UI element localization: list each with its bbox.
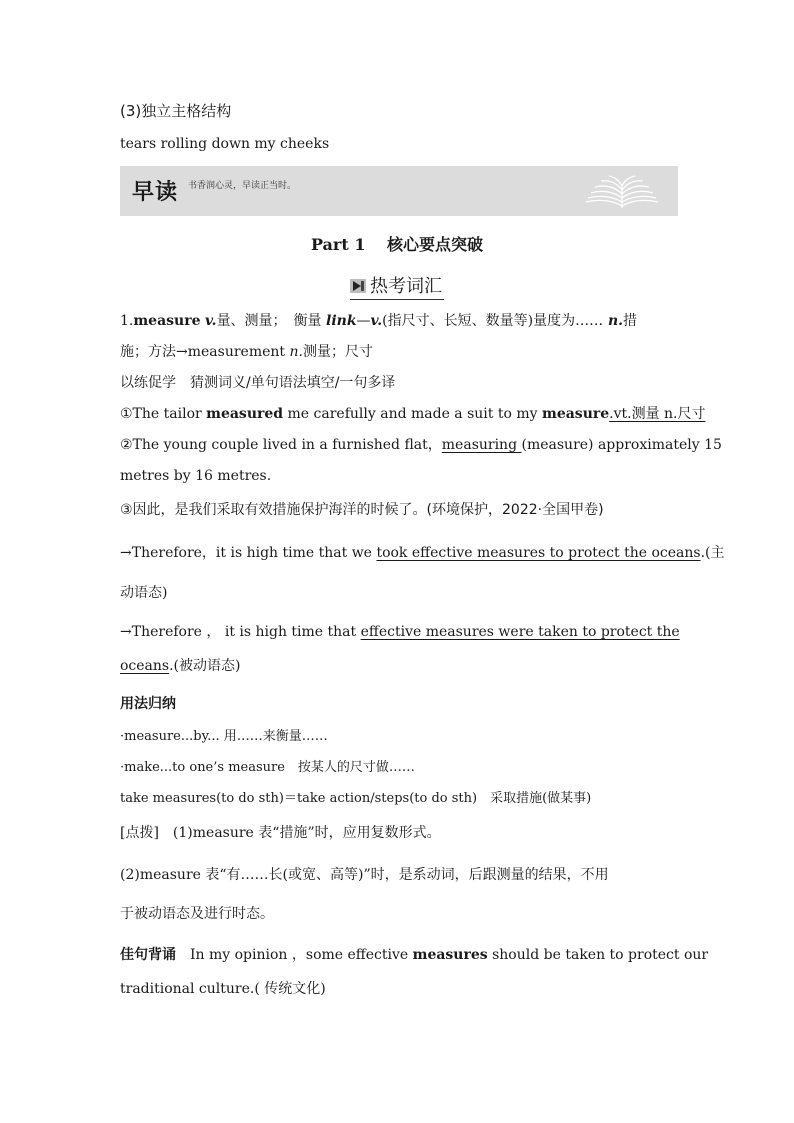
s1-text: ①The tailor — [120, 406, 207, 422]
practice-sentence-2-cont: metres by 16 metres. — [120, 468, 272, 484]
t2-answer-2: oceans — [120, 658, 170, 674]
entry-number: 1. — [120, 313, 134, 329]
s1-answer: .vt.测量 n.尺寸 — [609, 406, 706, 422]
translation-1 — [120, 543, 725, 563]
practice-sentence-3: ③因此，是我们采取有效措施保护海洋的时候了。(环境保护，2022·全国甲卷) — [120, 502, 604, 518]
usage-label: 用法归纳 — [120, 696, 176, 712]
practice-label: 以练促学 猜测词义/单句语法填空/一句多译 — [120, 375, 396, 391]
usage-item-1: ·measure...by... 用……来衡量…… — [120, 729, 328, 744]
dash: — — [356, 313, 371, 329]
section-title — [0, 272, 794, 300]
usage-tip-2: (2)measure 表“有……长(或宽、高等)”时，是系动词，后跟测量的结果，不用 — [120, 867, 609, 883]
translation-2-cont — [120, 656, 674, 676]
translation-2 — [120, 622, 680, 642]
model-sentence-keyword: measures — [412, 947, 488, 963]
usage-tip-3: 于被动语态及进行时态。 — [120, 906, 274, 922]
s2-text: ②The young couple lived in a furnished flat， — [120, 437, 442, 453]
usage-item-2: ·make...to one’s measure 按某人的尺寸做…… — [120, 760, 415, 775]
part-of-speech-3: n. — [603, 313, 624, 329]
model-sentence-text-2: should be taken to protect our — [487, 947, 709, 963]
vocab-entry-line-2 — [120, 342, 674, 362]
usage-item-3: take measures(to do sth)＝take action/steps(to do sth) 采取措施(做某事) — [120, 791, 592, 806]
definition-text-5: 测量；尺寸 — [302, 344, 373, 360]
t1-text-2: .(主 — [700, 545, 725, 561]
part-of-speech: v. — [204, 313, 217, 329]
vocab-entry-line-1 — [120, 311, 674, 331]
t2-text-2: .(被动语态) — [169, 658, 241, 674]
s1-keyword-2: measure — [542, 406, 610, 422]
definition-text-2: (指尺寸、长短、数量等)量度为…… — [382, 313, 604, 329]
part-of-speech-2: v. — [370, 313, 383, 329]
definition-text-4: 施；方法→measurement — [120, 344, 290, 360]
definition-text: 量、测量； 衡量 — [216, 313, 327, 329]
morning-reading-banner — [120, 166, 678, 216]
t2-answer: effective measures were taken to protect the — [360, 624, 680, 640]
usage-tip-1: [点拨] (1)measure 表“措施”时，应用复数形式。 — [120, 825, 441, 841]
section-marker-icon — [350, 279, 366, 293]
model-sentence-label: 佳句背诵 — [120, 947, 176, 963]
section-heading-absolute-construction: (3)独立主格结构 — [120, 102, 232, 120]
open-book-icon — [584, 172, 660, 210]
t1-answer: took effective measures to protect the oceans — [376, 545, 701, 561]
definition-text-3: 措 — [623, 313, 638, 329]
link-label: link — [326, 313, 357, 329]
model-sentence-cont: traditional culture.( 传统文化) — [120, 981, 326, 997]
headword: measure — [133, 313, 201, 329]
translation-1-cont: 动语态) — [120, 585, 168, 601]
t2-text: →Therefore ， it is high time that — [120, 624, 361, 640]
s2-text-2: (measure) approximately 15 — [521, 437, 722, 453]
part-title: Part 1 核心要点突破 — [310, 235, 484, 254]
s2-answer: measuring — [441, 437, 522, 453]
banner-subtitle: 书香润心灵，早读正当时。 — [188, 181, 297, 191]
part-of-speech-4: n. — [289, 344, 303, 360]
t1-text: →Therefore，it is high time that we — [120, 545, 377, 561]
s1-text-2: me carefully and made a suit to my — [283, 406, 543, 422]
section-title-text: 热考词汇 — [370, 276, 442, 297]
banner-title: 早读 — [132, 180, 179, 205]
model-sentence — [120, 945, 709, 965]
example-phrase: tears rolling down my cheeks — [120, 136, 330, 152]
practice-sentence-1 — [120, 404, 706, 424]
model-sentence-text: In my opinion ，some effective — [176, 947, 413, 963]
practice-sentence-2 — [120, 435, 722, 455]
s1-keyword: measured — [206, 406, 284, 422]
